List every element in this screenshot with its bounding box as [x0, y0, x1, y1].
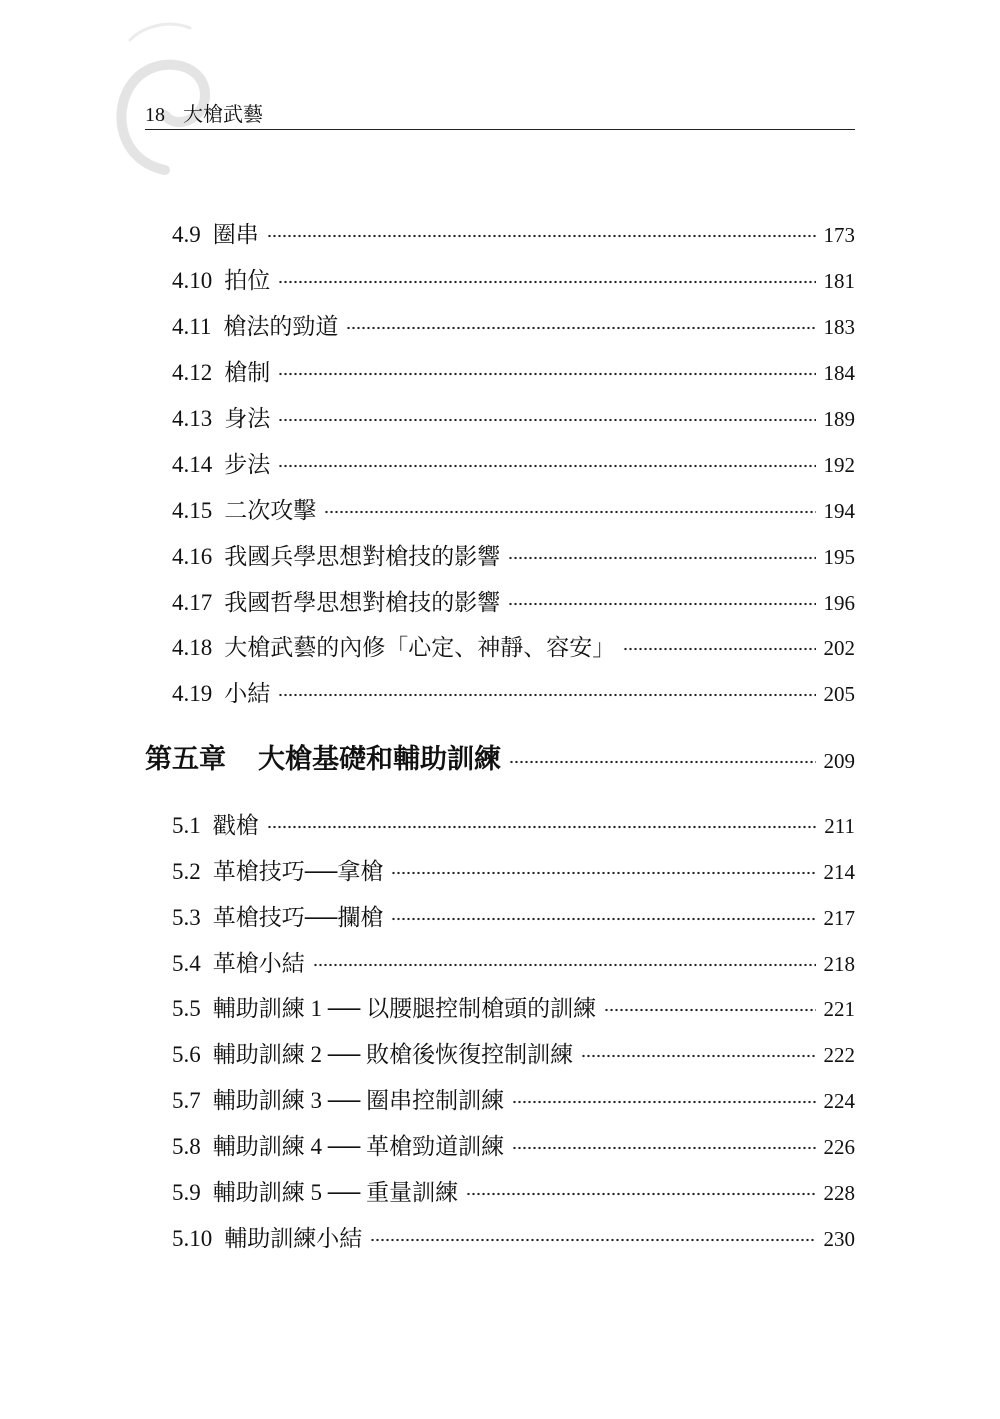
- toc-entry-title: 輔助訓練 1 ── 以腰腿控制槍頭的訓練: [212, 996, 597, 1021]
- toc-entry-page: 181: [823, 269, 855, 293]
- toc-entry-page: 226: [823, 1135, 855, 1159]
- toc-entry-number: 4.12: [172, 360, 213, 385]
- toc-entry-title: 槍法的勁道: [223, 314, 339, 339]
- toc-entry: [172, 354, 855, 387]
- toc-entry-page: 184: [823, 361, 855, 385]
- toc-entry-number: 4.14: [172, 452, 213, 477]
- dot-leader: [512, 1146, 815, 1150]
- toc-entry: [172, 853, 855, 886]
- chapter-title: 大槍基礎和輔助訓練: [258, 744, 501, 774]
- toc-entry: [172, 584, 855, 617]
- toc-entry-title: 革槍小結: [212, 951, 305, 976]
- toc-entry-page: 192: [823, 453, 855, 477]
- header-rule: [145, 129, 855, 130]
- toc-entry: [172, 807, 855, 840]
- dot-leader: [512, 1100, 815, 1104]
- toc-entry-number: 5.5: [172, 996, 201, 1021]
- dot-leader: [509, 760, 816, 764]
- dot-leader: [391, 871, 815, 875]
- toc-entry: [172, 538, 855, 571]
- toc-entry-page: 218: [823, 952, 855, 976]
- toc-entry-page: 195: [823, 545, 855, 569]
- toc-entry-number: 4.16: [172, 544, 213, 569]
- toc-entry: [172, 492, 855, 525]
- toc-entry: [172, 400, 855, 433]
- toc-entry-page: 194: [823, 499, 855, 523]
- toc-entry: [172, 629, 855, 662]
- toc-entry: [172, 675, 855, 708]
- toc-entry: [172, 262, 855, 295]
- toc-entry-title: 革槍技巧──拿槍: [212, 859, 384, 884]
- toc-entry-number: 4.9: [172, 222, 201, 247]
- toc-entry-number: 4.13: [172, 406, 213, 431]
- toc-entry-title: 革槍技巧──攔槍: [212, 905, 384, 930]
- toc-entry-title: 輔助訓練 2 ── 敗槍後恢復控制訓練: [212, 1042, 574, 1067]
- toc-entry: [172, 990, 855, 1023]
- toc-entry-page: 189: [823, 407, 855, 431]
- running-header: [145, 98, 855, 127]
- dot-leader: [267, 825, 817, 829]
- toc-entry-title: 輔助訓練 4 ── 革槍勁道訓練: [212, 1134, 505, 1159]
- toc-entry-title: 輔助訓練小結: [224, 1226, 363, 1251]
- toc-entry-number: 4.18: [172, 635, 213, 660]
- toc-entry-title: 身法: [224, 406, 271, 431]
- dot-leader: [278, 418, 815, 422]
- toc-entry-number: 5.6: [172, 1042, 201, 1067]
- toc-entry-page: 211: [824, 814, 855, 838]
- toc-entry-page: 228: [823, 1181, 855, 1205]
- header-page-number: 18: [145, 104, 165, 126]
- toc-entry-title: 圈串: [212, 222, 259, 247]
- toc-entry-title: 二次攻擊: [224, 498, 317, 523]
- toc-entry-page: 214: [823, 860, 855, 884]
- toc-entry: [172, 1036, 855, 1069]
- toc-entry-page: 230: [823, 1227, 855, 1251]
- toc-entry-page: 196: [823, 591, 855, 615]
- toc-entry: [172, 1082, 855, 1115]
- dot-leader: [313, 963, 816, 967]
- toc-entry: [172, 945, 855, 978]
- dot-leader: [278, 464, 815, 468]
- dot-leader: [278, 372, 815, 376]
- dot-leader: [370, 1238, 815, 1242]
- toc-entry-title: 槍制: [224, 360, 271, 385]
- dot-leader: [324, 510, 815, 514]
- chapter-heading: [145, 737, 855, 776]
- toc-entry-number: 4.11: [172, 314, 212, 339]
- toc-entry: [172, 216, 855, 249]
- dot-leader: [346, 326, 815, 330]
- toc-entry-title: 大槍武藝的內修「心定、神靜、容安」: [224, 635, 616, 660]
- toc-entry-number: 5.7: [172, 1088, 201, 1113]
- toc-entry-page: 205: [823, 682, 855, 706]
- toc-entry-page: 222: [823, 1043, 855, 1067]
- chapter-label: 第五章: [145, 744, 226, 774]
- toc-entry-number: 5.2: [172, 859, 201, 884]
- toc-entry-number: 5.1: [172, 813, 201, 838]
- toc-entry-title: 我國哲學思想對槍技的影響: [224, 590, 501, 615]
- dot-leader: [508, 602, 815, 606]
- dot-leader: [466, 1192, 815, 1196]
- dot-leader: [278, 693, 815, 697]
- toc-entry-number: 5.8: [172, 1134, 201, 1159]
- toc-entry-title: 拍位: [224, 268, 271, 293]
- toc-entry: [172, 446, 855, 479]
- dot-leader: [623, 647, 815, 651]
- toc-entry-title: 小結: [224, 681, 271, 706]
- toc-entry: [172, 1220, 855, 1253]
- toc-entry-title: 戳槍: [212, 813, 259, 838]
- dot-leader: [267, 234, 816, 238]
- dot-leader: [278, 280, 815, 284]
- header-book-title: 大槍武藝: [183, 104, 263, 126]
- toc-entry-number: 5.10: [172, 1226, 213, 1251]
- toc-entry-title: 輔助訓練 5 ── 重量訓練: [212, 1180, 459, 1205]
- toc-entry-number: 5.3: [172, 905, 201, 930]
- toc-entry: [172, 1128, 855, 1161]
- dot-leader: [604, 1008, 815, 1012]
- toc-entry-page: 183: [823, 315, 855, 339]
- toc-entry-title: 輔助訓練 3 ── 圈串控制訓練: [212, 1088, 505, 1113]
- toc-entry: [172, 308, 855, 341]
- dot-leader: [391, 917, 815, 921]
- chapter-page: 209: [823, 749, 855, 773]
- toc-entry-page: 173: [823, 223, 855, 247]
- toc-entry-number: 4.19: [172, 681, 213, 706]
- toc-entry-page: 221: [823, 997, 855, 1021]
- toc-entry-title: 步法: [224, 452, 271, 477]
- toc-entry-title: 我國兵學思想對槍技的影響: [224, 544, 501, 569]
- toc-entry-number: 4.10: [172, 268, 213, 293]
- toc-entry-page: 224: [823, 1089, 855, 1113]
- toc-entry: [172, 1174, 855, 1207]
- toc-entry-number: 4.17: [172, 590, 213, 615]
- toc-entry-number: 5.9: [172, 1180, 201, 1205]
- toc-entry-number: 4.15: [172, 498, 213, 523]
- dot-leader: [581, 1054, 815, 1058]
- toc-entry-page: 202: [823, 636, 855, 660]
- toc-entry-page: 217: [823, 906, 855, 930]
- toc-entry-number: 5.4: [172, 951, 201, 976]
- toc-entry: [172, 899, 855, 932]
- dot-leader: [508, 556, 815, 560]
